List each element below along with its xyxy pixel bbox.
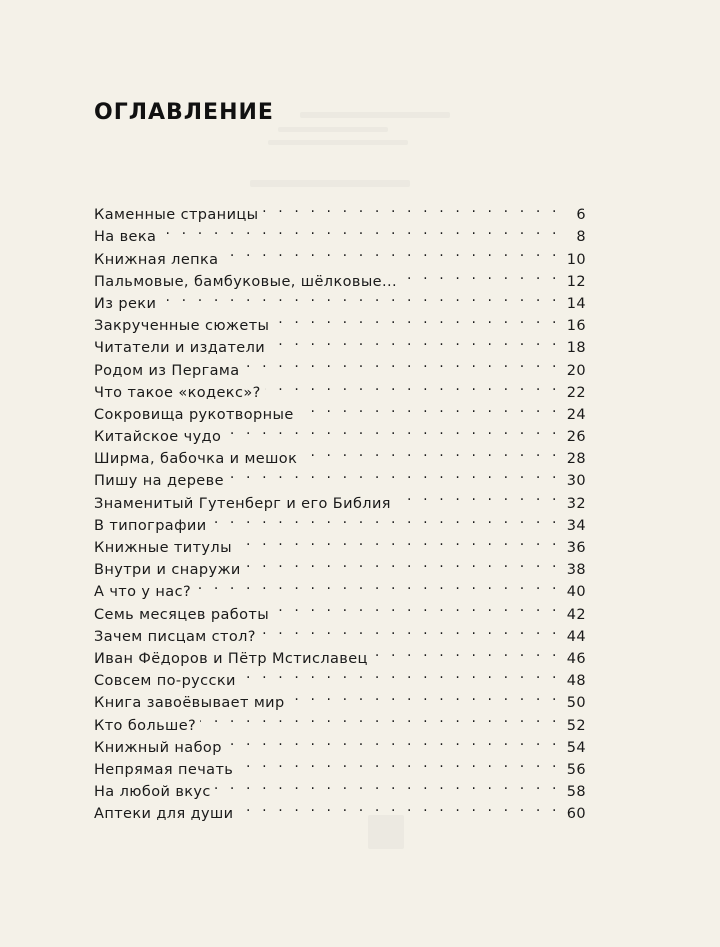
dot-leader xyxy=(225,419,560,441)
toc-page-number: 38 xyxy=(566,562,586,579)
dot-leader xyxy=(228,463,560,485)
show-through-mark xyxy=(368,815,404,849)
toc-page-number: 16 xyxy=(566,318,586,335)
toc-entry-title: Каменные страницы xyxy=(94,207,259,224)
toc-page-number: 42 xyxy=(566,606,586,623)
dot-leader xyxy=(298,397,560,419)
toc-entry-title: Кто больше? xyxy=(94,717,197,734)
dot-leader xyxy=(237,752,560,774)
dot-leader xyxy=(236,530,560,552)
toc-page-number: 56 xyxy=(566,761,586,778)
toc-page-number: 32 xyxy=(566,495,586,512)
dot-leader xyxy=(265,375,560,397)
page-title: ОГЛАВЛЕНИЕ xyxy=(94,100,274,125)
toc-page-number: 28 xyxy=(566,451,586,468)
toc-entry[interactable] xyxy=(94,197,586,224)
toc-entry-title: Что такое «кодекс»? xyxy=(94,384,261,401)
dot-leader xyxy=(395,485,560,507)
toc-entry[interactable] xyxy=(94,286,586,312)
dot-leader xyxy=(195,574,560,596)
toc-entry-title: Китайское чудо xyxy=(94,429,222,446)
toc-entry-title: Из реки xyxy=(94,295,157,312)
toc-page-number: 36 xyxy=(566,540,586,556)
toc-entry-title: А что у нас? xyxy=(94,584,192,601)
toc-entry[interactable] xyxy=(94,241,586,268)
dot-leader xyxy=(301,441,560,463)
dot-leader xyxy=(160,219,560,241)
toc-page-number: 20 xyxy=(566,362,586,379)
toc-page-number: 52 xyxy=(566,717,586,734)
toc-list xyxy=(94,197,586,823)
toc-page-number: 14 xyxy=(566,295,586,312)
toc-entry-title: Пишу на дереве xyxy=(94,473,224,490)
toc-page-number: 54 xyxy=(566,739,586,756)
toc-entry-title: Зачем писцам стол? xyxy=(94,628,256,645)
toc-entry-title: Читатели и издатели xyxy=(94,340,266,357)
dot-leader xyxy=(222,241,560,263)
toc-entry-title: Внутри и снаружи xyxy=(94,562,241,579)
toc-entry-title: Книжный набор xyxy=(94,739,222,756)
dot-leader xyxy=(401,264,560,286)
show-through-mark xyxy=(278,127,388,132)
toc-page-number: 58 xyxy=(566,784,586,801)
dot-leader xyxy=(160,286,560,308)
toc-page-number: 44 xyxy=(566,628,586,645)
dot-leader xyxy=(215,774,560,796)
dot-leader xyxy=(200,707,560,729)
toc-page-number: 30 xyxy=(566,473,586,490)
toc-page-number: 22 xyxy=(566,384,586,401)
dot-leader xyxy=(240,663,560,685)
toc-page-number: 10 xyxy=(566,251,586,268)
toc-entry-title: Закрученные сюжеты xyxy=(94,318,270,335)
toc-entry-title: Пальмовые, бамбуковые, шёлковые... xyxy=(94,273,398,290)
show-through-mark xyxy=(250,180,410,187)
toc-entry-title: Сокровища рукотворные xyxy=(94,406,294,423)
toc-page-number: 46 xyxy=(566,650,586,667)
toc-entry-title: Родом из Пергама xyxy=(94,362,240,379)
toc-entry-title: Книга завоёвывает мир xyxy=(94,695,285,712)
toc-entry-title: На века xyxy=(94,229,157,246)
dot-leader xyxy=(211,508,560,530)
toc-entry-title: Иван Фёдоров и Пётр Мстиславец xyxy=(94,650,368,667)
dot-leader xyxy=(245,552,560,574)
dot-leader xyxy=(260,619,560,641)
toc-entry-title: Знаменитый Гутенберг и его Библия xyxy=(94,495,391,512)
show-through-mark xyxy=(300,112,450,118)
toc-page-number: 8 xyxy=(576,229,586,246)
dot-leader xyxy=(226,730,560,752)
toc-page-number: 48 xyxy=(566,673,586,690)
toc-page-number: 24 xyxy=(566,406,586,423)
toc-entry-title: Совсем по-русски xyxy=(94,673,236,690)
toc-entry-title: Семь месяцев работы xyxy=(94,606,270,623)
dot-leader xyxy=(263,197,560,219)
toc-entry-title: Книжная лепка xyxy=(94,251,219,268)
toc-page-number: 40 xyxy=(566,584,586,601)
toc-entry[interactable] xyxy=(94,219,586,246)
toc-entry-title: Аптеки для души xyxy=(94,806,234,823)
dot-leader xyxy=(244,352,560,374)
dot-leader xyxy=(372,641,560,663)
toc-entry-title: Книжные титулы xyxy=(94,540,232,556)
dot-leader xyxy=(289,685,560,707)
toc-page-number: 34 xyxy=(566,517,586,534)
toc-page-number: 60 xyxy=(566,806,586,823)
toc-entry-title: Ширма, бабочка и мешок xyxy=(94,451,298,468)
dot-leader xyxy=(237,796,560,818)
toc-page-number: 26 xyxy=(566,429,586,446)
toc-entry-title: В типографии xyxy=(94,517,207,534)
toc-page-number: 50 xyxy=(566,695,586,712)
toc-page-number: 18 xyxy=(566,340,586,357)
toc-page-number: 12 xyxy=(566,273,586,290)
toc-entry[interactable] xyxy=(94,308,586,335)
toc-entry-title: На любой вкус xyxy=(94,784,211,801)
dot-leader xyxy=(269,330,560,352)
toc-page-number: 6 xyxy=(576,207,586,224)
dot-leader xyxy=(273,596,560,618)
dot-leader xyxy=(273,308,560,330)
show-through-mark xyxy=(268,140,408,145)
toc-entry-title: Непрямая печать xyxy=(94,761,234,778)
